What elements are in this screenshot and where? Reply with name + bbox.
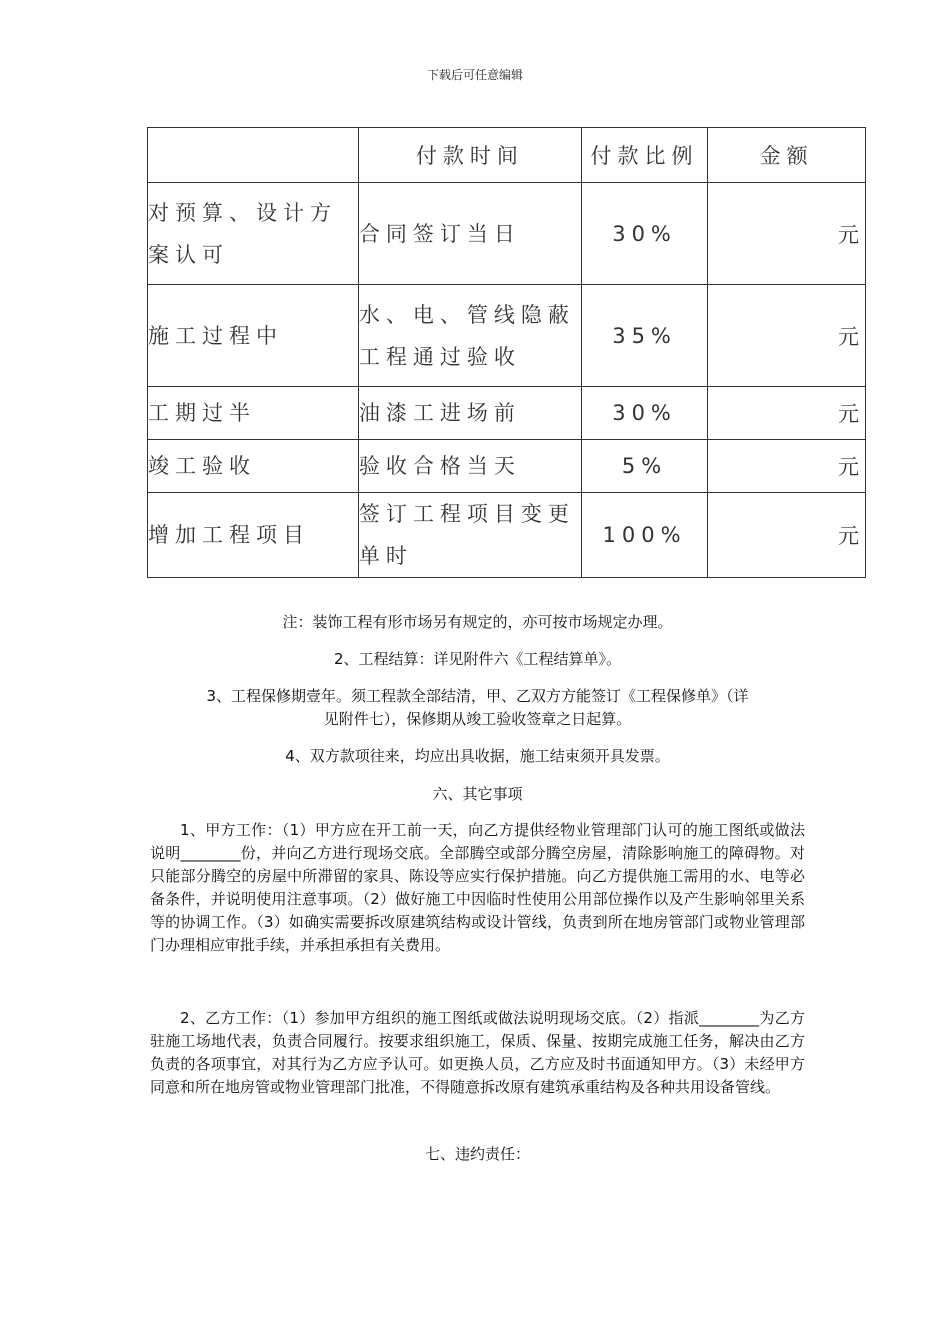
cell-time: 合同签订当日 (358, 183, 581, 285)
cell-item: 增加工程项目 (148, 493, 359, 578)
table-row (148, 493, 866, 578)
table-note: 注：装饰工程有形市场另有规定的，亦可按市场规定办理。 (282, 613, 673, 631)
clause-settlement: 2、工程结算：详见附件六《工程结算单》。 (333, 650, 622, 668)
payment-table (147, 127, 866, 578)
cell-time: 验收合格当天 (358, 440, 581, 493)
cell-ratio: 30% (581, 183, 708, 285)
table-row (148, 183, 866, 285)
cell-ratio: 35% (581, 285, 708, 387)
clause-warranty-line2: 见附件七），保修期从竣工验收签章之日起算。 (323, 710, 632, 728)
header-cell-amount: 金额 (708, 128, 866, 183)
section-heading-other: 六、其它事项 (432, 785, 523, 803)
table-row (148, 285, 866, 387)
cell-item: 对预算、设计方案认可 (148, 183, 359, 285)
cell-item: 工期过半 (148, 387, 359, 440)
header-cell-empty (148, 128, 359, 183)
page-header: 下载后可任意编辑 (426, 68, 523, 82)
table-row (148, 387, 866, 440)
cell-item: 竣工验收 (148, 440, 359, 493)
cell-item: 施工过程中 (148, 285, 359, 387)
cell-amount: 元 (708, 285, 866, 387)
cell-time: 水、电、管线隐蔽工程通过验收 (358, 285, 581, 387)
cell-amount: 元 (708, 440, 866, 493)
cell-amount: 元 (708, 183, 866, 285)
clause-receipts: 4、双方款项往来，均应出具收据，施工结束须开具发票。 (285, 747, 670, 765)
clause-party-b-duties: 2、乙方工作：（1）参加甲方组织的施工图纸或做法说明现场交底。（2）指派________为乙方驻施工场地代表，负责合同履行。按要求组织施工，保质、保量、按期完成施工任务，解决由乙方负责的各项事宜，对其行为乙方应予认可。如更换人员，乙方应及时书面通知甲方。（3）未经甲方同意和所在地房管或物业管理部门批准，不得随意拆改原有建筑承重结构及各种共用设备管线。 (150, 1009, 805, 1096)
header-cell-time: 付款时间 (358, 128, 581, 183)
cell-time: 油漆工进场前 (358, 387, 581, 440)
cell-amount: 元 (708, 387, 866, 440)
table-row (148, 440, 866, 493)
cell-time: 签订工程项目变更单时 (358, 493, 581, 578)
cell-ratio: 30% (581, 387, 708, 440)
header-cell-ratio: 付款比例 (581, 128, 708, 183)
section-heading-breach: 七、违约责任： (424, 1145, 530, 1163)
clause-warranty-line1: 3、工程保修期壹年。须工程款全部结清，甲、乙双方方能签订《工程保修单》（详 (206, 687, 749, 705)
cell-ratio: 5% (581, 440, 708, 493)
cell-amount: 元 (708, 493, 866, 578)
cell-ratio: 100% (581, 493, 708, 578)
clause-party-a-duties: 1、甲方工作：（1）甲方应在开工前一天，向乙方提供经物业管理部门认可的施工图纸或做法说明________份，并向乙方进行现场交底。全部腾空或部分腾空房屋，清除影响施工的障碍物。对只能部分腾空的房屋中所滞留的家具、陈设等应实行保护措施。向乙方提供施工需用的水、电等必备条件，并说明使用注意事项。（2）做好施工中因临时性使用公用部位操作以及产生影响邻里关系等的协调工作。（3）如确实需要拆改原建筑结构或设计管线，负责到所在地房管部门或物业管理部门办理相应审批手续，并承担承担有关费用。 (150, 821, 805, 954)
table-header-row (148, 128, 866, 183)
